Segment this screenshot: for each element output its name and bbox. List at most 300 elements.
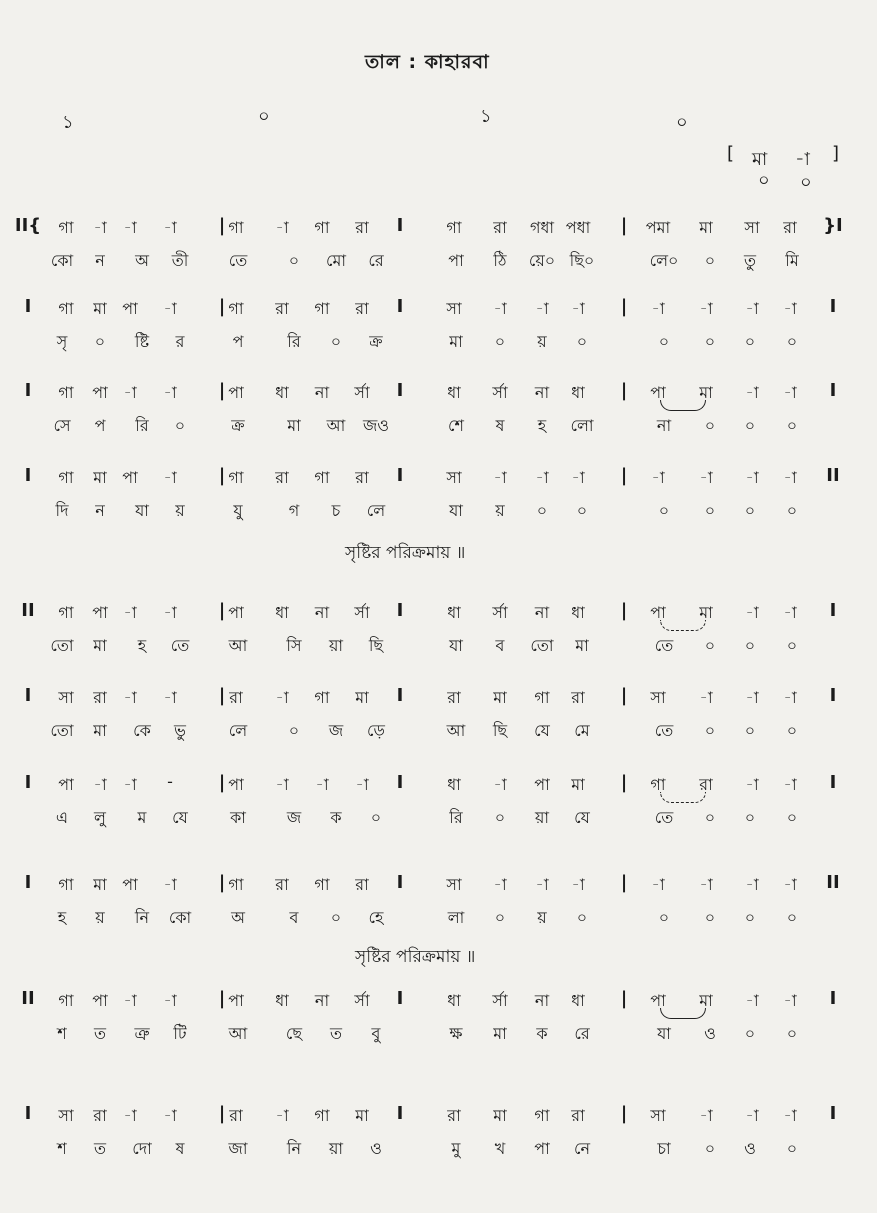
- bar-line: |: [620, 600, 628, 621]
- note: গা: [58, 603, 74, 622]
- lyric-syllable: লে: [228, 721, 248, 740]
- lyric-syllable: কো: [168, 908, 192, 927]
- pickup-bracket-close: ]: [832, 143, 840, 164]
- bar-line: |: [218, 465, 226, 486]
- lyric-syllable: ত: [93, 1024, 107, 1043]
- bar-line: |: [620, 215, 628, 236]
- note: পা: [122, 468, 138, 487]
- note: রা: [355, 875, 369, 894]
- note: ধা: [275, 991, 289, 1010]
- note: ধা: [447, 991, 461, 1010]
- lyric-syllable: ভু: [174, 721, 186, 740]
- lyric-syllable: ০: [786, 1139, 798, 1158]
- bar-line: I: [829, 772, 837, 793]
- note: -া: [699, 875, 713, 894]
- lyric-syllable: য়: [175, 501, 185, 520]
- note: সা: [446, 299, 462, 318]
- note: মা: [493, 1106, 507, 1125]
- bar-line: |: [620, 465, 628, 486]
- lyric-line-3: [0, 413, 877, 437]
- lyric-syllable: ০: [576, 501, 588, 520]
- note: -া: [571, 468, 585, 487]
- note: গা: [58, 218, 74, 237]
- note: -া: [745, 991, 759, 1010]
- lyric-syllable: যে: [534, 721, 550, 740]
- lyric-syllable: জও: [362, 416, 390, 435]
- bar-line: I: [396, 685, 404, 706]
- note: মা: [355, 688, 369, 707]
- lyric-syllable: হ: [537, 416, 547, 435]
- note: -া: [651, 299, 665, 318]
- lyric-syllable: ০: [658, 332, 670, 351]
- lyric-syllable: তে: [654, 721, 674, 740]
- note: মা: [93, 875, 107, 894]
- lyric-syllable: ০: [786, 636, 798, 655]
- lyric-syllable: মা: [449, 332, 463, 351]
- lyric-line-8: [0, 905, 877, 929]
- lyric-syllable: ০: [704, 636, 716, 655]
- note: পা: [228, 991, 244, 1010]
- lyric-syllable: লা: [447, 908, 465, 927]
- bar-line: I: [24, 296, 32, 317]
- note: রা: [355, 468, 369, 487]
- lyric-syllable: তে: [654, 636, 674, 655]
- lyric-syllable: প: [94, 416, 106, 435]
- note: রা: [783, 218, 797, 237]
- lyric-syllable: র: [175, 332, 185, 351]
- lyric-syllable: ০: [576, 332, 588, 351]
- lyric-syllable: তো: [50, 721, 74, 740]
- note: গা: [228, 468, 244, 487]
- bar-line: |: [218, 988, 226, 1009]
- lyric-syllable: আ: [228, 636, 248, 655]
- note: না: [314, 603, 330, 622]
- note: -া: [355, 775, 369, 794]
- note: মা: [699, 603, 713, 622]
- note: -া: [163, 1106, 177, 1125]
- lyric-syllable: ০: [744, 908, 756, 927]
- note: -া: [493, 299, 507, 318]
- note: -া: [745, 468, 759, 487]
- note: সা: [650, 1106, 666, 1125]
- lyric-syllable: ০: [704, 416, 716, 435]
- lyric-syllable: ত: [329, 1024, 343, 1043]
- bar-line: I: [829, 1103, 837, 1124]
- note: -া: [275, 1106, 289, 1125]
- lyric-syllable: জা: [228, 1139, 248, 1158]
- pickup-bracket-open: [: [727, 143, 735, 164]
- lyric-syllable: বু: [371, 1024, 381, 1043]
- lyric-syllable: ড়ে: [367, 721, 385, 740]
- note: -া: [163, 383, 177, 402]
- bar-line: }I: [823, 215, 843, 236]
- note: গা: [314, 468, 330, 487]
- note: মা: [493, 688, 507, 707]
- note: -া: [783, 775, 797, 794]
- lyric-syllable: জ: [286, 808, 302, 827]
- lyric-syllable: য়: [537, 908, 547, 927]
- lyric-syllable: গ: [288, 501, 300, 520]
- note: -া: [493, 875, 507, 894]
- bar-line: I: [24, 685, 32, 706]
- note: -া: [93, 775, 107, 794]
- slur-mark: [660, 1008, 706, 1019]
- lyric-syllable: ব: [289, 908, 299, 927]
- note: -া: [783, 875, 797, 894]
- beat-marker: ০: [676, 112, 688, 133]
- lyric-syllable: মি: [785, 251, 799, 270]
- lyric-syllable: কো: [50, 251, 74, 270]
- notation-line-4: [0, 465, 877, 489]
- notation-line-9: [0, 988, 877, 1012]
- bar-line: I: [396, 600, 404, 621]
- note: রা: [355, 299, 369, 318]
- bar-line: I: [829, 600, 837, 621]
- lyric-syllable: মা: [93, 636, 107, 655]
- lyric-syllable: আ: [446, 721, 466, 740]
- note: -া: [123, 383, 137, 402]
- lyric-syllable: মে: [574, 721, 590, 740]
- note: রা: [275, 468, 289, 487]
- lyric-syllable: ০: [704, 251, 716, 270]
- lyric-syllable: ০: [494, 332, 506, 351]
- lyric-syllable: শ: [57, 1139, 67, 1158]
- lyric-syllable: তু: [743, 251, 757, 270]
- bar-line: |: [218, 1103, 226, 1124]
- note: গা: [314, 688, 330, 707]
- note: মা: [699, 383, 713, 402]
- lyric-syllable: যে: [574, 808, 590, 827]
- lyric-syllable: ০: [704, 501, 716, 520]
- lyric-line-7: [0, 805, 877, 829]
- bar-line: I: [829, 380, 837, 401]
- lyric-syllable: ষ: [495, 416, 505, 435]
- lyric-syllable: ০: [494, 908, 506, 927]
- note: গা: [228, 875, 244, 894]
- bar-line: |: [218, 772, 226, 793]
- bar-line: II: [21, 988, 35, 1009]
- lyric-syllable: ০: [704, 721, 716, 740]
- lyric-syllable: রে: [574, 1024, 590, 1043]
- note: রা: [355, 218, 369, 237]
- note: গা: [228, 299, 244, 318]
- lyric-syllable: ০: [330, 332, 342, 351]
- lyric-syllable: ক: [536, 1024, 548, 1043]
- note: -া: [535, 468, 549, 487]
- lyric-syllable: নে: [573, 1139, 591, 1158]
- lyric-syllable: ০: [786, 908, 798, 927]
- bar-line: I: [396, 296, 404, 317]
- note: পা: [58, 775, 74, 794]
- bar-line: I: [24, 1103, 32, 1124]
- lyric-syllable: ০: [658, 908, 670, 927]
- lyric-syllable: তী: [171, 251, 189, 270]
- lyric-syllable: আ: [228, 1024, 248, 1043]
- lyric-syllable: মা: [93, 721, 107, 740]
- note: গা: [314, 1106, 330, 1125]
- lyric-syllable: যা: [657, 1024, 671, 1043]
- beat-marker: ১: [62, 112, 74, 133]
- note: মা: [93, 299, 107, 318]
- note: -া: [783, 468, 797, 487]
- bar-line: |: [620, 772, 628, 793]
- lyric-syllable: ক: [330, 808, 342, 827]
- bar-line: |: [218, 600, 226, 621]
- lyric-syllable: যা: [449, 636, 463, 655]
- lyric-syllable: ও: [744, 1139, 756, 1158]
- lyric-syllable: ০: [704, 332, 716, 351]
- lyric-line-2: [0, 329, 877, 353]
- lyric-syllable: কা: [230, 808, 246, 827]
- lyric-syllable: লে০: [649, 251, 679, 270]
- note: -া: [123, 775, 137, 794]
- note: পা: [122, 875, 138, 894]
- notation-line-3: [0, 380, 877, 404]
- note: ধা: [447, 383, 461, 402]
- note: রা: [275, 875, 289, 894]
- note: সা: [446, 875, 462, 894]
- note: -া: [163, 603, 177, 622]
- note: র্সা: [354, 603, 370, 622]
- note: না: [534, 603, 550, 622]
- lyric-syllable: মা: [287, 416, 301, 435]
- notation-line-2: [0, 296, 877, 320]
- lyric-syllable: ষ: [175, 1139, 185, 1158]
- notation-line-10: [0, 1103, 877, 1127]
- lyric-syllable: মা: [575, 636, 589, 655]
- lyric-syllable: ০: [288, 721, 300, 740]
- note: পা: [534, 775, 550, 794]
- lyric-syllable: ছি০: [569, 251, 595, 270]
- lyric-syllable: ন: [95, 251, 105, 270]
- lyric-syllable: চা: [657, 1139, 671, 1158]
- pickup-note: মা: [752, 149, 768, 170]
- note: -া: [783, 603, 797, 622]
- lyric-syllable: ০: [786, 1024, 798, 1043]
- note: পা: [650, 603, 666, 622]
- bar-line: |: [218, 215, 226, 236]
- lyric-syllable: হ: [137, 636, 147, 655]
- note: -া: [123, 991, 137, 1010]
- bar-line: II: [826, 872, 840, 893]
- note: মা: [355, 1106, 369, 1125]
- bar-line: I: [829, 685, 837, 706]
- note: গা: [314, 218, 330, 237]
- bar-line: |: [620, 296, 628, 317]
- lyric-syllable: য়: [495, 501, 505, 520]
- lyric-syllable: নি: [134, 908, 150, 927]
- note: না: [314, 383, 330, 402]
- note: সা: [58, 688, 74, 707]
- note: রা: [447, 688, 461, 707]
- lyric-syllable: য়া: [534, 808, 550, 827]
- note: -া: [123, 218, 137, 237]
- lyric-syllable: ০: [786, 416, 798, 435]
- note: রা: [93, 1106, 107, 1125]
- lyric-syllable: দি: [55, 501, 69, 520]
- lyric-syllable: সি: [286, 636, 302, 655]
- lyric-line-1: [0, 248, 877, 272]
- note: -া: [163, 218, 177, 237]
- note: -া: [163, 468, 177, 487]
- note: গা: [314, 299, 330, 318]
- lyric-syllable: য়া: [328, 636, 344, 655]
- lyric-syllable: যা: [135, 501, 149, 520]
- bar-line: |: [218, 685, 226, 706]
- note: -া: [123, 603, 137, 622]
- lyric-syllable: য়: [537, 332, 547, 351]
- note: ধা: [571, 991, 585, 1010]
- note: র্সা: [354, 383, 370, 402]
- note: -া: [745, 603, 759, 622]
- notation-line-6: [0, 685, 877, 709]
- lyric-syllable: ০: [658, 501, 670, 520]
- lyric-syllable: কে: [133, 721, 151, 740]
- note: সা: [58, 1106, 74, 1125]
- bar-line: I: [396, 988, 404, 1009]
- lyric-syllable: যে: [172, 808, 188, 827]
- lyric-syllable: মু: [451, 1139, 461, 1158]
- bar-line: |: [620, 872, 628, 893]
- bar-line: |: [620, 988, 628, 1009]
- lyric-syllable: ও: [704, 1024, 716, 1043]
- note: -া: [163, 688, 177, 707]
- lyric-line-6: [0, 718, 877, 742]
- lyric-syllable: য়া: [328, 1139, 344, 1158]
- bar-line: I: [24, 465, 32, 486]
- note: র্সা: [354, 991, 370, 1010]
- note: -া: [163, 299, 177, 318]
- note: -া: [699, 1106, 713, 1125]
- lyric-syllable: ০: [744, 1024, 756, 1043]
- bar-line: I: [829, 988, 837, 1009]
- note: পা: [650, 383, 666, 402]
- note: গা: [58, 383, 74, 402]
- note: রা: [275, 299, 289, 318]
- note: -: [167, 772, 173, 791]
- refrain-caption: সৃষ্টির পরিক্রমায় ॥: [355, 947, 476, 967]
- lyric-syllable: এ: [55, 808, 69, 827]
- lyric-syllable: তো: [530, 636, 554, 655]
- note: -া: [123, 1106, 137, 1125]
- lyric-syllable: ছে: [285, 1024, 303, 1043]
- slur-mark: [660, 620, 706, 631]
- note: ধা: [447, 775, 461, 794]
- note: -া: [651, 875, 665, 894]
- lyric-syllable: ০: [744, 501, 756, 520]
- lyric-syllable: নি: [286, 1139, 302, 1158]
- refrain-caption: সৃষ্টির পরিক্রমায় ॥: [345, 543, 466, 563]
- notation-line-8: [0, 872, 877, 896]
- lyric-syllable: ০: [786, 721, 798, 740]
- note: -া: [783, 383, 797, 402]
- note: রা: [93, 688, 107, 707]
- taal-heading: তাল : কাহারবা: [365, 51, 490, 73]
- note: পধা: [565, 218, 591, 237]
- bar-line: |: [218, 872, 226, 893]
- notation-line-5: [0, 600, 877, 624]
- lyric-syllable: ০: [704, 808, 716, 827]
- lyric-syllable: লে: [366, 501, 386, 520]
- lyric-syllable: ব: [495, 636, 505, 655]
- lyric-syllable: জ: [328, 721, 344, 740]
- note: মা: [699, 218, 713, 237]
- note: রা: [447, 1106, 461, 1125]
- bar-line: |: [218, 380, 226, 401]
- bar-line: |: [218, 296, 226, 317]
- lyric-syllable: ০: [744, 416, 756, 435]
- bar-line: |: [620, 1103, 628, 1124]
- lyric-syllable: ত: [93, 1139, 107, 1158]
- lyric-syllable: ০: [288, 251, 300, 270]
- lyric-syllable: ০: [744, 636, 756, 655]
- lyric-syllable: ০: [536, 501, 548, 520]
- note: মা: [699, 991, 713, 1010]
- note: র্সা: [492, 383, 508, 402]
- lyric-syllable: না: [656, 416, 672, 435]
- bar-line: |: [620, 380, 628, 401]
- lyric-syllable: ঠি: [493, 251, 507, 270]
- lyric-syllable: মো: [325, 251, 347, 270]
- bar-line: |: [620, 685, 628, 706]
- note: রা: [229, 688, 243, 707]
- note: -া: [163, 875, 177, 894]
- note: ধা: [571, 603, 585, 622]
- note: -া: [123, 688, 137, 707]
- lyric-line-4: [0, 498, 877, 522]
- lyric-syllable: ম: [137, 808, 147, 827]
- note: পা: [92, 603, 108, 622]
- note: গা: [534, 688, 550, 707]
- lyric-syllable: তে: [228, 251, 248, 270]
- lyric-syllable: য়: [95, 908, 105, 927]
- lyric-syllable: ০: [94, 332, 106, 351]
- note: মা: [571, 775, 585, 794]
- note: -া: [745, 875, 759, 894]
- lyric-syllable: লো: [570, 416, 594, 435]
- lyric-syllable: ০: [576, 908, 588, 927]
- note: গা: [534, 1106, 550, 1125]
- note: -া: [745, 383, 759, 402]
- note: সা: [650, 688, 666, 707]
- lyric-syllable: ও: [370, 1139, 382, 1158]
- note: -া: [493, 468, 507, 487]
- note: পমা: [645, 218, 671, 237]
- note: না: [314, 991, 330, 1010]
- bar-line: I: [24, 772, 32, 793]
- pickup-note: -া: [795, 149, 810, 170]
- lyric-syllable: শ: [57, 1024, 67, 1043]
- note: রা: [229, 1106, 243, 1125]
- note: -া: [315, 775, 329, 794]
- lyric-syllable: প: [232, 332, 244, 351]
- note: -া: [745, 1106, 759, 1125]
- bar-line: I: [24, 872, 32, 893]
- lyric-syllable: অ: [135, 251, 149, 270]
- note: রা: [571, 688, 585, 707]
- note: র্সা: [492, 603, 508, 622]
- lyric-syllable: ০: [704, 1139, 716, 1158]
- note: গা: [58, 991, 74, 1010]
- note: গা: [650, 775, 666, 794]
- lyric-syllable: চ: [331, 501, 341, 520]
- note: রা: [571, 1106, 585, 1125]
- note: -া: [93, 218, 107, 237]
- note: ধা: [275, 383, 289, 402]
- note: -া: [535, 299, 549, 318]
- note: গা: [228, 218, 244, 237]
- note: -া: [783, 299, 797, 318]
